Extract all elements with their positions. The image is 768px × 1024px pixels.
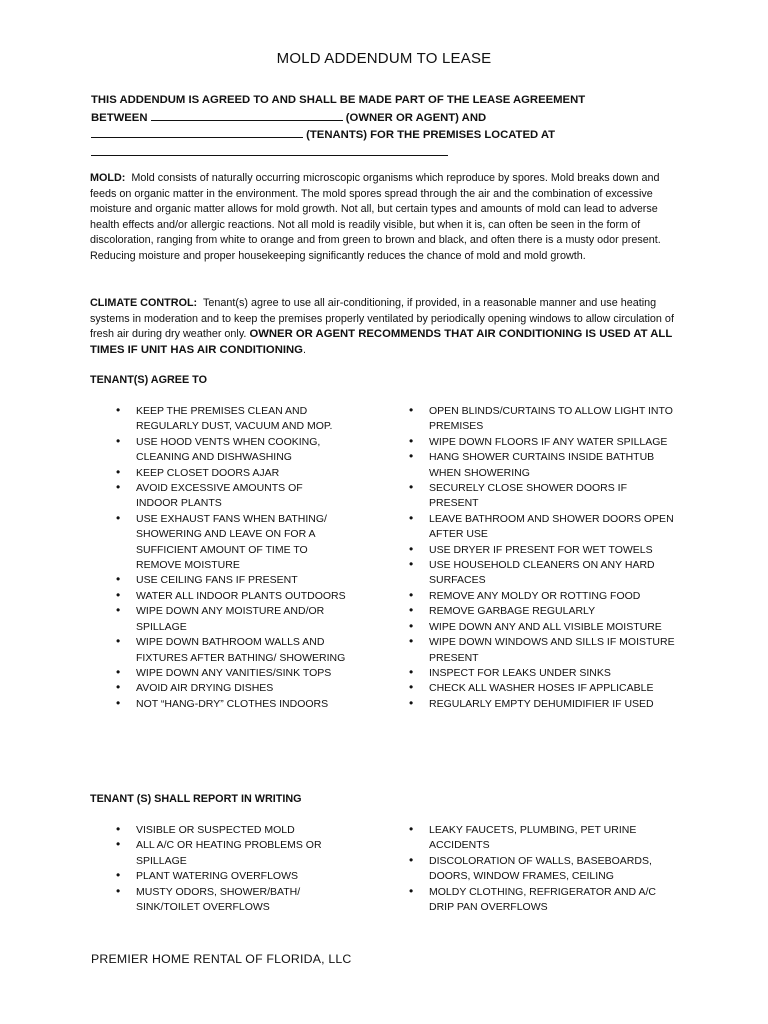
intro-line-4 xyxy=(91,144,691,162)
list-item: • LEAKY FAUCETS, PLUMBING, PET URINE ACCIDENTS xyxy=(409,823,679,854)
list-item: • REMOVE ANY MOLDY OR ROTTING FOOD xyxy=(409,589,679,604)
list-item: • USE CEILING FANS IF PRESENT xyxy=(116,573,346,588)
list-item: • WIPE DOWN ANY MOISTURE AND/OR SPILLAGE xyxy=(116,604,346,635)
list-item: • LEAVE BATHROOM AND SHOWER DOORS OPEN AFTER USE xyxy=(409,512,679,543)
intro-line-1: THIS ADDENDUM IS AGREED TO AND SHALL BE MADE PART OF THE LEASE AGREEMENT xyxy=(91,94,586,106)
list-item: • INSPECT FOR LEAKS UNDER SINKS xyxy=(409,666,679,681)
list-item: • WIPE DOWN BATHROOM WALLS AND FIXTURES AFTER BATHING/ SHOWERING xyxy=(116,635,346,666)
owner-blank-line xyxy=(151,109,343,121)
list-item: • WIPE DOWN FLOORS IF ANY WATER SPILLAGE xyxy=(409,435,679,450)
list-item: • WATER ALL INDOOR PLANTS OUTDOORS xyxy=(116,589,346,604)
climate-emphasis: OWNER OR AGENT RECOMMENDS THAT AIR CONDITIONING IS USED AT ALL TIMES IF UNIT HAS AIR CONDITIONING xyxy=(90,328,673,356)
intro-line-3 xyxy=(91,126,691,144)
list-item: • VISIBLE OR SUSPECTED MOLD xyxy=(116,823,346,838)
mold-paragraph xyxy=(90,171,680,265)
list-item: • REGULARLY EMPTY DEHUMIDIFIER IF USED xyxy=(409,697,679,712)
list-item: • MUSTY ODORS, SHOWER/BATH/ SINK/TOILET OVERFLOWS xyxy=(116,885,346,916)
list-item: • AVOID AIR DRYING DISHES xyxy=(116,681,346,696)
list-item: • PLANT WATERING OVERFLOWS xyxy=(116,869,346,884)
agree-list-right xyxy=(409,404,679,712)
list-item: • ALL A/C OR HEATING PROBLEMS OR SPILLAGE xyxy=(116,838,346,869)
intro-tenants-label: (TENANTS) FOR THE PREMISES LOCATED AT xyxy=(306,129,556,141)
report-list-right xyxy=(409,823,679,915)
list-item: • WIPE DOWN WINDOWS AND SILLS IF MOISTURE PRESENT xyxy=(409,635,679,666)
list-item: • NOT “HANG-DRY” CLOTHES INDOORS xyxy=(116,697,346,712)
climate-label: CLIMATE CONTROL: xyxy=(90,297,198,309)
list-item: • USE DRYER IF PRESENT FOR WET TOWELS xyxy=(409,543,679,558)
tenants-blank-line xyxy=(91,126,303,138)
list-item: • CHECK ALL WASHER HOSES IF APPLICABLE xyxy=(409,681,679,696)
list-item: • USE EXHAUST FANS WHEN BATHING/ SHOWERING AND LEAVE ON FOR A SUFFICIENT AMOUNT OF TIME TO REMOVE MOISTURE xyxy=(116,512,346,574)
list-item: • SECURELY CLOSE SHOWER DOORS IF PRESENT xyxy=(409,481,679,512)
agree-heading: TENANT(S) AGREE TO xyxy=(90,374,207,386)
intro-between-label: BETWEEN xyxy=(91,111,148,124)
list-item: • OPEN BLINDS/CURTAINS TO ALLOW LIGHT INTO PREMISES xyxy=(409,404,679,435)
report-list-left xyxy=(116,823,346,915)
list-item: • AVOID EXCESSIVE AMOUNTS OF INDOOR PLANTS xyxy=(116,481,346,512)
intro-block xyxy=(91,93,691,161)
list-item: • KEEP THE PREMISES CLEAN AND REGULARLY DUST, VACUUM AND MOP. xyxy=(116,404,346,435)
climate-paragraph xyxy=(90,296,680,358)
climate-end: . xyxy=(302,343,306,356)
list-item: • WIPE DOWN ANY AND ALL VISIBLE MOISTURE xyxy=(409,620,679,635)
list-item: • USE HOOD VENTS WHEN COOKING, CLEANING AND DISHWASHING xyxy=(116,435,346,466)
mold-text: Mold consists of naturally occurring microscopic organisms which reproduce by spores. Mold breaks down and feeds on organic matter in the environment. The mold spores spread through the air and the combination of excessive moisture and organic matter allows for mold growth. Not all, but certain types and amounts of mold can lead to adverse health effects and/or allergic reactions. Not all mold is readily visible, but when it is, can often be seen in the form of discoloration, ranging from white to orange and from green to brown and black, and often there is a musty odor present. Reducing moisture and proper housekeeping significantly reduces the chance of mold and mold growth. xyxy=(90,172,661,262)
list-item: • USE HOUSEHOLD CLEANERS ON ANY HARD SURFACES xyxy=(409,558,679,589)
report-heading: TENANT (S) SHALL REPORT IN WRITING xyxy=(90,793,302,805)
list-item: • WIPE DOWN ANY VANITIES/SINK TOPS xyxy=(116,666,346,681)
mold-label: MOLD: xyxy=(90,172,126,184)
list-item: • MOLDY CLOTHING, REFRIGERATOR AND A/C DRIP PAN OVERFLOWS xyxy=(409,885,679,916)
list-item: • REMOVE GARBAGE REGULARLY xyxy=(409,604,679,619)
list-item: • KEEP CLOSET DOORS AJAR xyxy=(116,466,346,481)
agree-list-left xyxy=(116,404,346,712)
document-title: MOLD ADDENDUM TO LEASE xyxy=(276,50,492,67)
intro-owner-label: (OWNER OR AGENT) AND xyxy=(345,111,487,124)
list-item: • DISCOLORATION OF WALLS, BASEBOARDS, DOORS, WINDOW FRAMES, CEILING xyxy=(409,854,679,885)
company-footer: PREMIER HOME RENTAL OF FLORIDA, LLC xyxy=(91,952,352,966)
premises-blank-line xyxy=(91,144,448,156)
list-item: • HANG SHOWER CURTAINS INSIDE BATHTUB WHEN SHOWERING xyxy=(409,450,679,481)
intro-line-2 xyxy=(91,109,691,127)
climate-text: Tenant(s) agree to use all air-conditioning, if provided, in a reasonable manner and use heating systems in moderation and to keep the premises properly ventilated by periodically opening windows to allow circulation of fresh air during dry weather only. xyxy=(90,297,674,341)
